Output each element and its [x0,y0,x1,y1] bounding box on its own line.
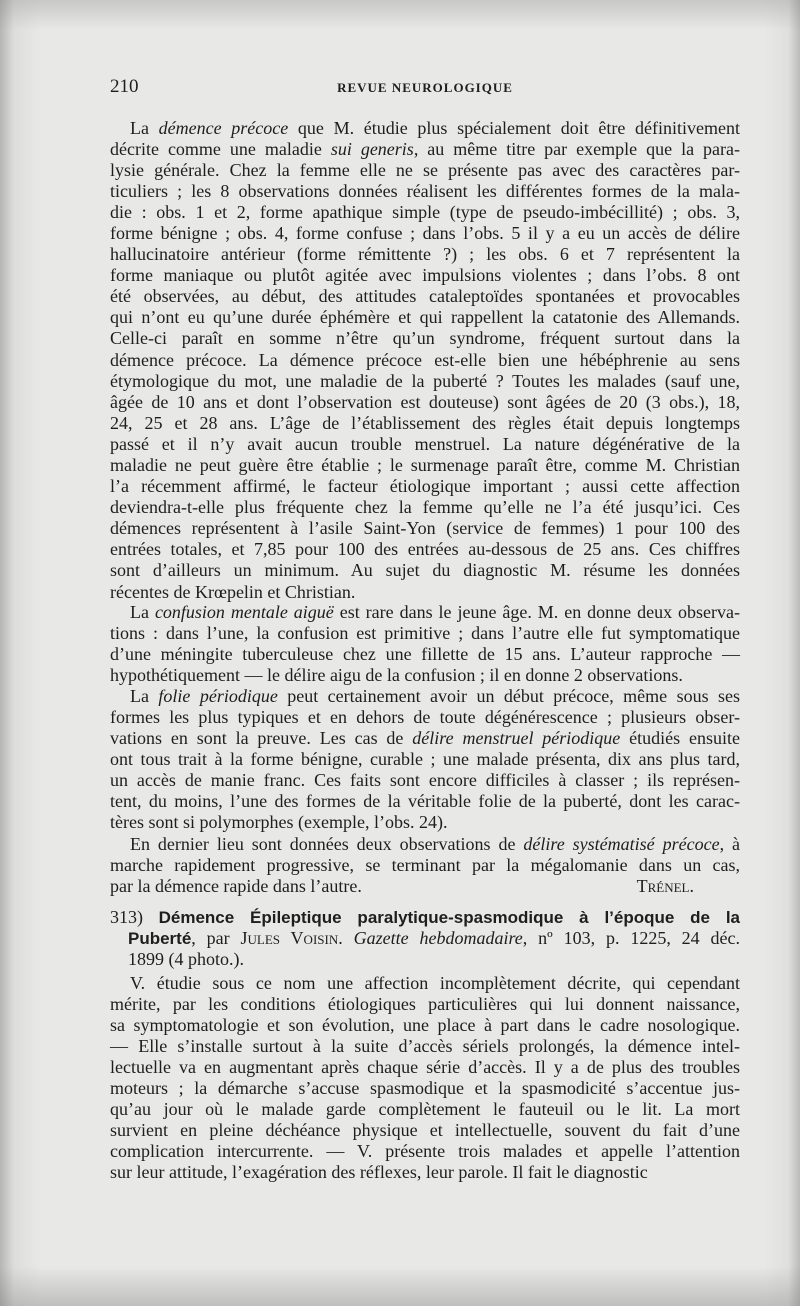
text-run: démences représentent à l’asile Saint-Yon (service de femmes) 1 pour 100 des [110,518,740,539]
article-title: Puberté [128,928,192,948]
text-line [110,949,740,970]
text-line [110,855,740,876]
text-run: hypothétiquement — le délire aigu de la confusion ; il en donne 2 observations. [110,664,683,685]
text-run: entrées totales, et 7,85 pour 100 des entrées au-dessous de 25 ans. Ces chiffres [110,539,740,560]
text-line [110,497,740,518]
text-line [110,286,740,307]
text-line [110,834,740,855]
text-line [110,1078,740,1099]
emphasis-text: sui generis [330,138,414,159]
text-line [110,665,740,686]
text-line [110,1015,740,1036]
text-run: lysie générale. Chez la femme elle ne se présente pas avec des caractères par- [110,159,740,180]
text-line [110,582,740,603]
paragraph-voisin-summary [110,973,740,1184]
text-line [110,539,740,560]
text-run: sur leur attitude, l’exagération des réflexes, leur parole. Il fait le diagnostic [110,1162,648,1183]
text-line [110,455,740,476]
text-run: d’une méningite tuberculeuse chez une fillette de 15 ans. L’auteur rapproche — [110,643,740,664]
text-run: — Elle s’installe surtout à la suite d’accès sériels prolongés, la démence intel- [110,1035,740,1056]
text-line [110,686,740,707]
text-run: qu’au jour où le malade garde complètement le fauteuil ou le lit. La mort [110,1099,740,1120]
text-run: complication intercurrente. — V. présente trois malades et appelle l’attention [110,1141,740,1162]
text-line [110,202,740,223]
text-run: lectuelle va en augmentant après chaque série d’accès. Il y a de plus des troubles [110,1056,740,1077]
text-run: forme maniaque ou plutôt agitée avec impulsions violentes ; dans l’obs. 8 ont [110,265,740,286]
text-line [110,265,740,286]
text-line [110,476,740,497]
author-signature: Trénel. [636,875,694,896]
text-run: étymologique du mot, une maladie de la puberté ? Toutes les malades (sauf une, [110,370,740,391]
text-line [110,392,740,413]
text-run: Celle-ci paraît en somme n’être qu’un syndrome, fréquent surtout dans la [110,328,740,349]
text-line [110,907,740,928]
text-run: hallucinatoire antérieur (forme rémittente ?) ; les obs. 6 et 7 représentent la [110,244,740,265]
text-line [110,876,740,897]
emphasis-text: délire systématisé précoce [523,833,720,854]
text-line [110,623,740,644]
text-line [110,644,740,665]
text-run: La [130,601,155,622]
text-run: . [338,927,354,948]
text-run: passé et il n’y avait aucun trouble menstruel. La nature dégénérative de la [110,433,740,454]
text-run: ticuliers ; les 8 observations données réalisent les différentes formes de la mala- [110,180,740,201]
text-run: deviendra-t-elle plus fréquente chez la femme qu’elle ne l’a été jusqu’ici. Ces [110,497,740,518]
emphasis-text: confusion mentale aiguë [154,601,334,622]
text-line [110,139,740,160]
text-run: , à [719,833,741,854]
text-line [110,244,740,265]
text-run: tions : dans l’une, la confusion est primitive ; dans l’autre elle fut symptomatique [110,622,740,643]
running-title: REVUE NEUROLOGIQUE [337,80,513,95]
text-run: , nº 103, p. 1225, 24 déc. [522,927,741,948]
text-run: , au même titre par exemple que la para- [413,138,741,159]
emphasis-text: folie périodique [158,685,278,706]
text-run: âgée de 10 ans et dont l’observation est douteuse) sont âgées de 20 (3 obs.), 18, [110,391,740,412]
text-line [110,812,740,833]
text-line [110,749,740,770]
text-run: l’a récemment affirmé, le facteur étiologique important ; aussi cette affection [110,476,740,497]
text-run: maladie ne peut guère être établie ; le surmenage paraît être, comme M. Christian [110,455,740,475]
text-run: forme bénigne ; obs. 4, forme confuse ; dans l’obs. 5 il y a eu un accès de délire [110,222,740,243]
text-line [110,1141,740,1162]
text-line [110,560,740,581]
text-line [110,118,740,139]
text-run: peut certainement avoir un début précoce, même sous ses [277,685,741,706]
text-run: un accès de manie franc. Ces faits sont encore difficiles à classer ; ils représen- [110,769,740,790]
text-run: par la démence rapide dans l’autre. [110,875,362,896]
text-run: tères sont si polymorphes (exemple, l’obs. 24). [110,812,448,833]
text-run: tent, du moins, l’une des formes de la véritable folie de la puberté, dont les carac- [110,790,740,811]
text-line [110,307,740,328]
text-line [110,181,740,202]
text-line [110,1036,740,1057]
emphasis-text: délire menstruel périodique [412,727,621,748]
text-run: survient en pleine déchéance physique et intellectuelle, souvent du fait d’une [110,1120,740,1141]
text-run: La [130,685,159,706]
text-line [110,791,740,812]
text-line [110,1162,740,1183]
text-run: En dernier lieu sont données deux observations de [130,833,524,854]
paragraph-folie-periodique [110,686,740,834]
text-line [110,928,740,949]
text-line [110,223,740,244]
paragraph-demence-precoce [110,118,740,603]
text-run: die : obs. 1 et 2, forme apathique simple (type de pseudo-imbécillité) ; obs. 3, [110,201,740,222]
text-run: V. étudie sous ce nom une affection incomplètement décrite, qui cependant [130,972,740,993]
page-number: 210 [110,76,139,97]
text-line [110,160,740,181]
text-line [110,973,740,994]
text-line [110,602,740,623]
text-run: 24, 25 et 28 ans. L’âge de l’établissement des règles était depuis longtemps [110,412,740,433]
text-run: que M. étudie plus spécialement doit être définitivement [288,117,740,138]
emphasis-text: démence précoce [158,117,289,138]
text-line [110,413,740,434]
text-run: mérite, par les conditions étiologiques particulières qui lui donnent naissance, [110,993,740,1014]
text-run: formes les plus typiques et en dehors de toute dégénérescence ; plusieurs obser- [110,706,740,727]
text-line [110,1057,740,1078]
article-title: Démence Épileptique paralytique-spasmodique à l’époque de la [158,907,740,927]
text-line [110,371,740,392]
text-line [110,994,740,1015]
paragraph-confusion-mentale [110,602,740,686]
text-line [110,434,740,455]
text-line [110,350,740,371]
text-run: moteurs ; la démarche s’accuse spasmodique et la spasmodicité s’accentue jus- [110,1077,740,1098]
text-line [110,328,740,349]
text-run: récentes de Krœpelin et Christian. [110,581,356,602]
text-line [110,1099,740,1120]
text-run: qui n’ont eu qu’une durée éphémère et qui rappellent la catatonie des Allemands. [110,307,740,328]
text-run: ont tous trait à la forme bénigne, curable ; une malade présenta, dix ans plus tard, [110,748,740,769]
text-line [110,728,740,749]
text-run: marche rapidement progressive, se terminant par la mégalomanie dans un cas, [110,854,740,875]
paragraph-delire-systematise [110,834,740,897]
text-run: sa symptomatologie et son évolution, une place à part dans le cadre nosologique. [110,1014,740,1035]
text-line [110,770,740,791]
text-line [110,1120,740,1141]
text-run: La [130,117,159,138]
text-run: est rare dans le jeune âge. M. en donne deux observa- [333,601,741,622]
text-run: été observées, au début, des attitudes cataleptoïdes spontanées et provocables [110,286,740,307]
text-run: sont d’ailleurs un minimum. Au sujet du diagnostic M. résume les données [110,560,740,581]
text-line [110,518,740,539]
emphasis-text: Gazette hebdomadaire [353,927,523,948]
text-run: étudiés ensuite [620,727,740,748]
text-run: démence précoce. La démence précoce est-elle bien une hébéphrenie au sens [110,349,740,370]
text-run: , par [191,927,241,948]
text-run: 1899 (4 photo.). [128,948,244,969]
text-run: décrite comme une maladie [110,138,331,159]
author-name: Jules Voisin [240,927,339,948]
abstract-heading-313 [110,907,740,970]
text-run: 313) [110,906,159,927]
text-run: vations en sont la preuve. Les cas de [110,727,413,748]
text-line [110,707,740,728]
